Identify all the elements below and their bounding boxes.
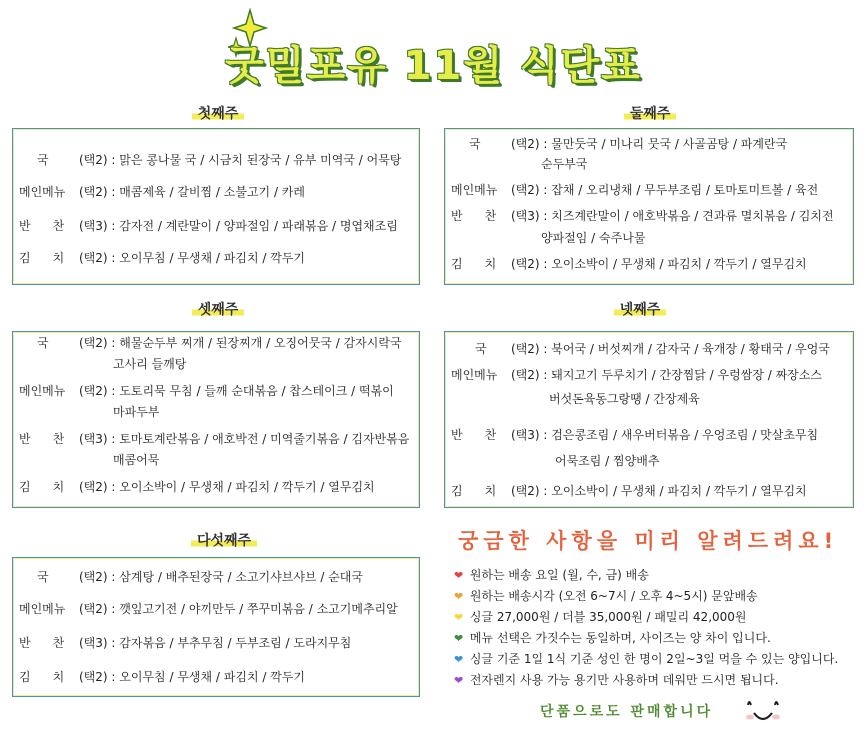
menu-row: 국 (택2) : 맑은 콩나물 국 / 시금치 된장국 / 유부 미역국 / 어묵탕 xyxy=(37,153,402,167)
menu-row: 반찬(택3) : 감자전 / 계란말이 / 양파절임 / 파래볶음 / 명엽채조림 xyxy=(19,219,398,233)
menu-row: 국 (택2) : 북어국 / 버섯찌개 / 감자국 / 육개장 / 황태국 / 우엉국 xyxy=(475,342,830,356)
week2-label: 둘째주 xyxy=(590,106,710,122)
notice-item: ❤ 원하는 배송 요일 (월, 수, 금) 배송 xyxy=(454,566,649,585)
blue-heart-icon: ❤ xyxy=(454,653,464,666)
footer-text: 단품으로도 판매합니다 xyxy=(540,704,714,720)
menu-row: 반찬(택3) : 검은콩조림 / 새우버터볶음 / 우엉조림 / 맛살초무침 xyxy=(451,428,819,442)
week5-menu-box xyxy=(12,557,420,697)
menu-row-cont: 고사리 들깨탕 xyxy=(113,357,187,371)
notice-item: ❤ 메뉴 선택은 가짓수는 동일하며, 사이즈는 양 차이 입니다. xyxy=(454,629,771,648)
menu-row: 반찬(택3) : 감자볶음 / 부추무침 / 두부조림 / 도라지무침 xyxy=(19,636,352,650)
menu-row-cont: 마파두부 xyxy=(113,405,160,419)
week3-label: 셋째주 xyxy=(158,302,278,318)
menu-row: 김치(택2) : 오이무침 / 무생채 / 파김치 / 깍두기 xyxy=(19,670,305,684)
menu-row-cont: 매콤어묵 xyxy=(113,453,160,467)
notice-item: ❤ 싱글 기준 1일 1식 기준 성인 한 명이 2일~3일 먹을 수 있는 양입니다. xyxy=(454,650,838,669)
menu-row: 메인메뉴 (택2) : 돼지고기 두루치기 / 간장찜닭 / 우렁쌈장 / 짜장소스 xyxy=(451,368,822,382)
week2-menu-box xyxy=(444,128,854,285)
menu-row: 김치(택2) : 오이소박이 / 무생채 / 파김치 / 깍두기 / 열무김치 xyxy=(451,484,807,498)
week1-label: 첫째주 xyxy=(158,106,278,122)
week4-menu-box xyxy=(444,331,854,508)
week4-label: 넷째주 xyxy=(580,302,700,318)
menu-row: 국 (택2) : 삼계탕 / 배추된장국 / 소고기샤브샤브 / 순대국 xyxy=(37,570,363,584)
menu-row: 김치(택2) : 오이소박이 / 무생채 / 파김치 / 깍두기 / 열무김치 xyxy=(451,257,807,271)
menu-row: 국 (택2) : 해물순두부 찌개 / 된장찌개 / 오징어뭇국 / 감자시락국 xyxy=(37,336,402,350)
menu-row-cont: 어묵조림 / 찜양배추 xyxy=(555,454,660,468)
menu-row-cont: 양파절임 / 숙주나물 xyxy=(541,231,646,245)
green-heart-icon: ❤ xyxy=(454,632,464,645)
red-heart-icon: ❤ xyxy=(454,569,464,582)
page-title: 굿밀포유 11월 식단표 xyxy=(225,43,642,89)
menu-row: 반찬(택3) : 토마토계란볶음 / 애호박전 / 미역줄기볶음 / 김자반볶음 xyxy=(19,432,410,446)
orange-heart-icon: ❤ xyxy=(454,590,464,603)
notice-item: ❤ 싱글 27,000원 / 더블 35,000원 / 패밀리 42,000원 xyxy=(454,608,747,627)
notice-title: 궁금한 사항을 미리 알려드려요! xyxy=(458,529,839,553)
menu-row-cont: 순두부국 xyxy=(541,157,588,171)
menu-row: 반찬(택3) : 치즈계란말이 / 애호박볶음 / 견과류 멸치볶음 / 김치전 xyxy=(451,209,834,223)
menu-row: 메인메뉴 (택2) : 도토리묵 무침 / 들깨 순대볶음 / 찹스테이크 / 떡볶이 xyxy=(19,384,394,398)
menu-row: 메인메뉴 (택2) : 매콤제육 / 갈비찜 / 소불고기 / 카레 xyxy=(19,185,305,199)
menu-row: 메인메뉴 (택2) : 잡채 / 오리냉채 / 무두부조림 / 토마토미트볼 / 육전 xyxy=(451,183,819,197)
week5-label: 다섯째주 xyxy=(164,533,284,549)
menu-row: 김치(택2) : 오이소박이 / 무생채 / 파김치 / 깍두기 / 열무김치 xyxy=(19,480,375,494)
menu-row: 메인메뉴 (택2) : 깻잎고기전 / 야끼만두 / 쭈꾸미볶음 / 소고기메추리알 xyxy=(19,602,398,616)
menu-row-cont: 버섯돈육동그랑땡 / 간장제육 xyxy=(549,392,700,406)
week1-menu-box xyxy=(12,128,420,285)
menu-row: 김치(택2) : 오이무침 / 무생채 / 파김치 / 깍두기 xyxy=(19,251,305,265)
notice-item: ❤ 전자렌지 사용 가능 용기만 사용하며 데워만 드시면 됩니다. xyxy=(454,671,779,690)
notice-item: ❤ 원하는 배송시각 (오전 6~7시 / 오후 4~5시) 문앞배송 xyxy=(454,587,758,606)
purple-heart-icon: ❤ xyxy=(454,674,464,687)
smile-icon xyxy=(742,695,784,727)
menu-row: 국 (택2) : 물만둣국 / 미나리 뭇국 / 사골곰탕 / 파계란국 xyxy=(469,137,788,151)
week3-menu-box xyxy=(12,331,420,508)
yellow-heart-icon: ❤ xyxy=(454,611,464,624)
